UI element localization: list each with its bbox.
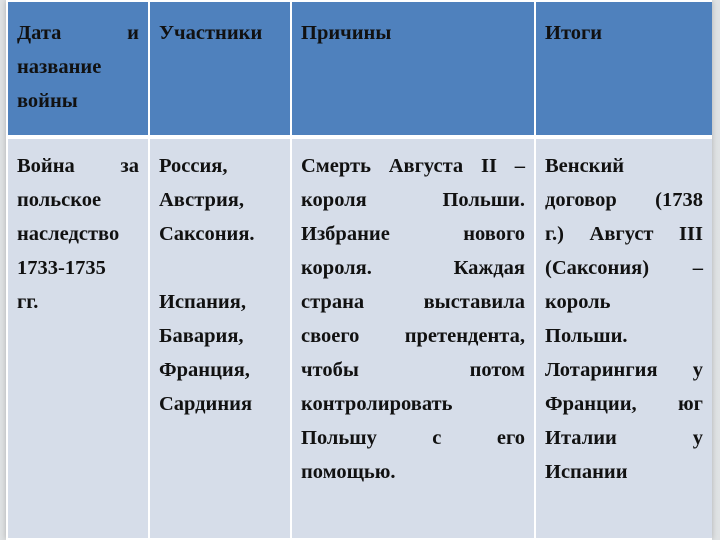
header-row: [7, 1, 712, 137]
header-results: [535, 1, 712, 137]
cell-line: Война за: [17, 155, 139, 177]
header-line: название: [17, 56, 102, 78]
cell-line: чтобы потом: [301, 359, 525, 381]
header-causes: [291, 1, 535, 137]
cell-line: своего претендента,: [301, 325, 525, 347]
cell-line: помощью.: [301, 461, 396, 483]
header-line: войны: [17, 90, 78, 112]
cell-line: 1733-1735: [17, 257, 106, 279]
header-date-name: [7, 1, 149, 137]
cell-line: польское: [17, 189, 102, 211]
cell-line: контролировать: [301, 393, 453, 415]
header-line: Причины: [301, 22, 392, 44]
cell-line: Бавария,: [159, 325, 244, 347]
cell-line: (Саксония) –: [545, 257, 703, 279]
header-line: Участники: [159, 22, 263, 44]
cell-line: Россия,: [159, 155, 228, 177]
cell-line: Франции, юг: [545, 393, 703, 415]
cell-line: Венский: [545, 155, 625, 177]
spacer: [159, 251, 281, 285]
header-participants: [149, 1, 291, 137]
cell-line: г.) Август III: [545, 223, 703, 245]
cell-date-name: [7, 137, 149, 539]
table-row: [7, 137, 712, 539]
cell-line: Австрия,: [159, 189, 244, 211]
cell-line: Лотарингия у: [545, 359, 703, 381]
cell-line: Франция,: [159, 359, 250, 381]
cell-causes: [291, 137, 535, 539]
cell-line: Саксония.: [159, 223, 255, 245]
table-container: [6, 0, 712, 540]
cell-line: короля. Каждая: [301, 257, 525, 279]
cell-line: Избрание нового: [301, 223, 525, 245]
cell-line: гг.: [17, 291, 39, 313]
cell-line: договор (1738: [545, 189, 703, 211]
header-line: Итоги: [545, 22, 603, 44]
cell-line: Испания,: [159, 291, 246, 313]
cell-results: [535, 137, 712, 539]
cell-line: Польшу с его: [301, 427, 525, 449]
cell-participants: [149, 137, 291, 539]
war-table: [6, 0, 712, 540]
header-line: Дата и: [17, 22, 139, 44]
cell-line: Испании: [545, 461, 628, 483]
cell-line: Италии у: [545, 427, 703, 449]
cell-line: король: [545, 291, 611, 313]
cell-line: Сардиния: [159, 393, 253, 415]
cell-line: короля Польши.: [301, 189, 525, 211]
cell-line: Польши.: [545, 325, 628, 347]
cell-line: наследство: [17, 223, 120, 245]
cell-line: страна выставила: [301, 291, 525, 313]
cell-line: Смерть Августа II –: [301, 155, 525, 177]
